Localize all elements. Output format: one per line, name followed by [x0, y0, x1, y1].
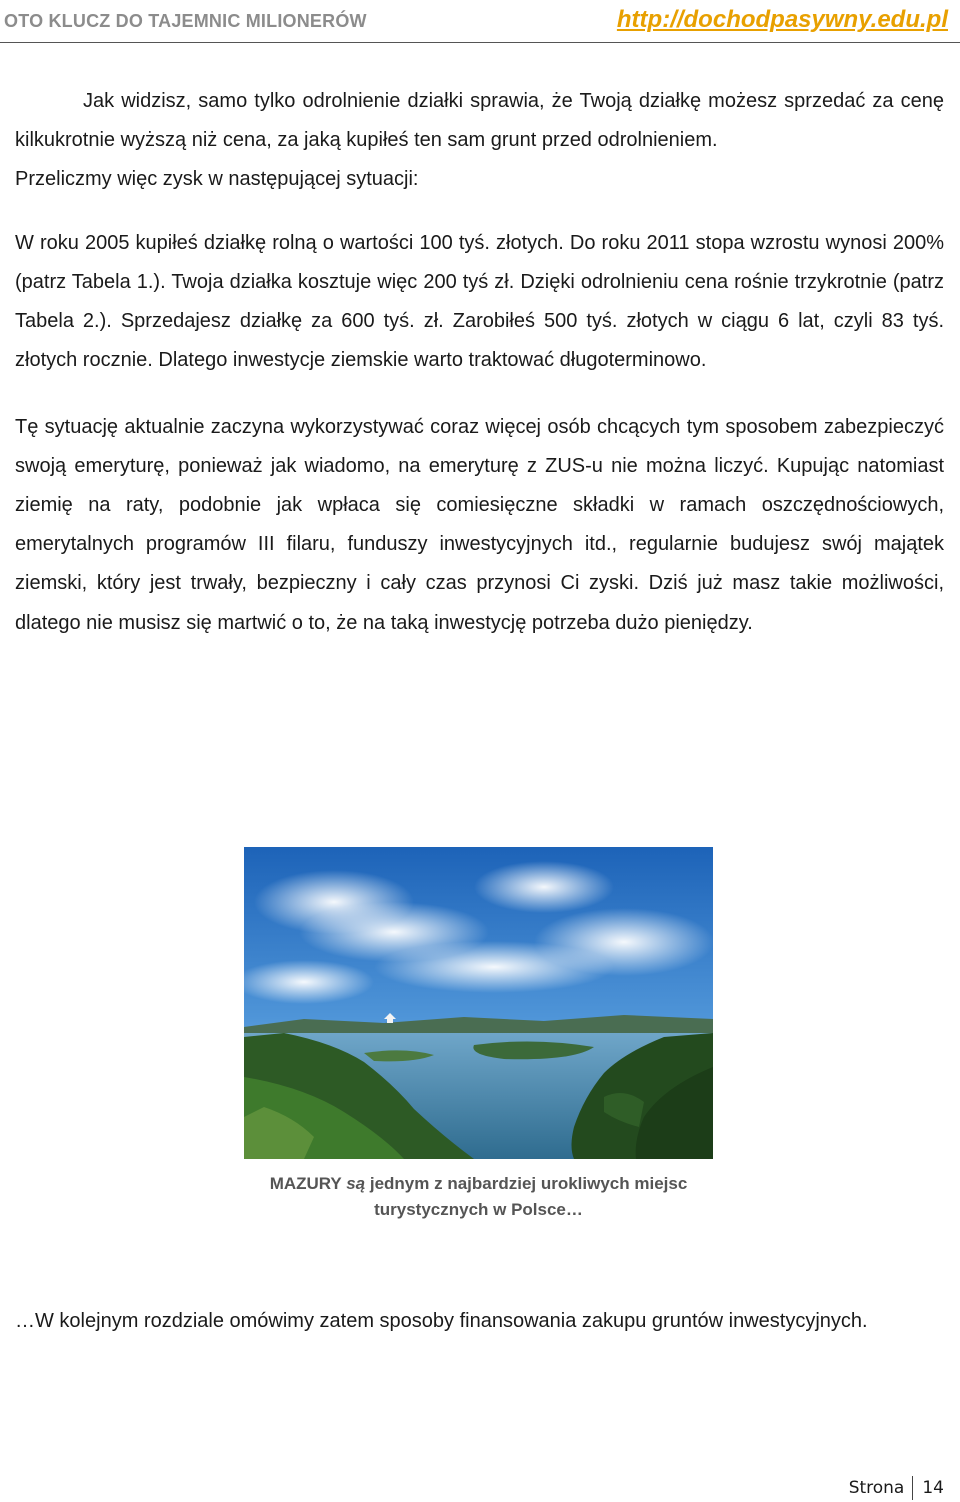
- header-title: OTO KLUCZ DO TAJEMNIC MILIONERÓW: [4, 11, 367, 31]
- page-footer: [849, 1476, 944, 1500]
- paragraph-intro: Jak widzisz, samo tylko odrolnienie działki sprawia, że Twoją działkę możesz sprzedać za cenę kilkukrotnie wyższą niż cena, za jaką kupiłeś ten sam grunt przed odrolnieniem.: [15, 90, 944, 152]
- caption-verb: są: [346, 1174, 366, 1193]
- header-website-link[interactable]: http://dochodpasywny.edu.pl: [616, 6, 948, 33]
- footer-page-number: 14: [922, 1478, 944, 1498]
- caption-text: jednym z najbardziej urokliwych miejsc turystycznych w Polsce…: [369, 1174, 688, 1219]
- main-content: [15, 82, 944, 643]
- masuria-lake-photo: [244, 847, 713, 1159]
- photo-caption: [244, 1171, 713, 1223]
- paragraph-retirement: Tę sytuację aktualnie zaczyna wykorzystywać coraz więcej osób chcących tym sposobem zabezpieczyć swoją emeryturę, ponieważ jak wiadomo, na emeryturę z ZUS-u nie można liczyć. Kupując natomiast ziemię na raty, podobnie jak wpłaca się comiesięczne składki w ramach oszczędnościowych, emerytalnych programów III filaru, funduszy inwestycyjnych itd., regularnie budujesz swój majątek ziemski, który jest trwały, bezpieczny i cały czas przynosi Ci zyski. Dziś już masz takie możliwości, dlatego nie musisz się martwić o to, że na taką inwestycję potrzeba dużo pieniędzy.: [15, 415, 944, 634]
- paragraph-next-chapter: …W kolejnym rozdziale omówimy zatem sposoby finansowania zakupu gruntów inwestycyjnych.: [15, 1310, 868, 1332]
- footer-separator: [912, 1476, 913, 1500]
- header-divider: [0, 42, 960, 43]
- caption-region: MAZURY: [269, 1174, 342, 1193]
- page-header: [0, 0, 960, 46]
- paragraph-calculation-lead: Przeliczmy więc zysk w następującej sytuacji:: [15, 168, 419, 191]
- footer-page-label: Strona: [848, 1478, 905, 1498]
- paragraph-calculation-example: W roku 2005 kupiłeś działkę rolną o wartości 100 tyś. złotych. Do roku 2011 stopa wzrostu wynosi 200% (patrz Tabela 1.). Twoja działka kosztuje więc 200 tyś zł. Dzięki odrolnieniu cena rośnie trzykrotnie (patrz Tabela 2.). Sprzedajesz działkę za 600 tyś. zł. Zarobiłeś 500 tyś. złotych w ciągu 6 lat, czyli 83 tyś. złotych rocznie. Dlatego inwestycje ziemskie warto traktować długoterminowo.: [15, 231, 944, 371]
